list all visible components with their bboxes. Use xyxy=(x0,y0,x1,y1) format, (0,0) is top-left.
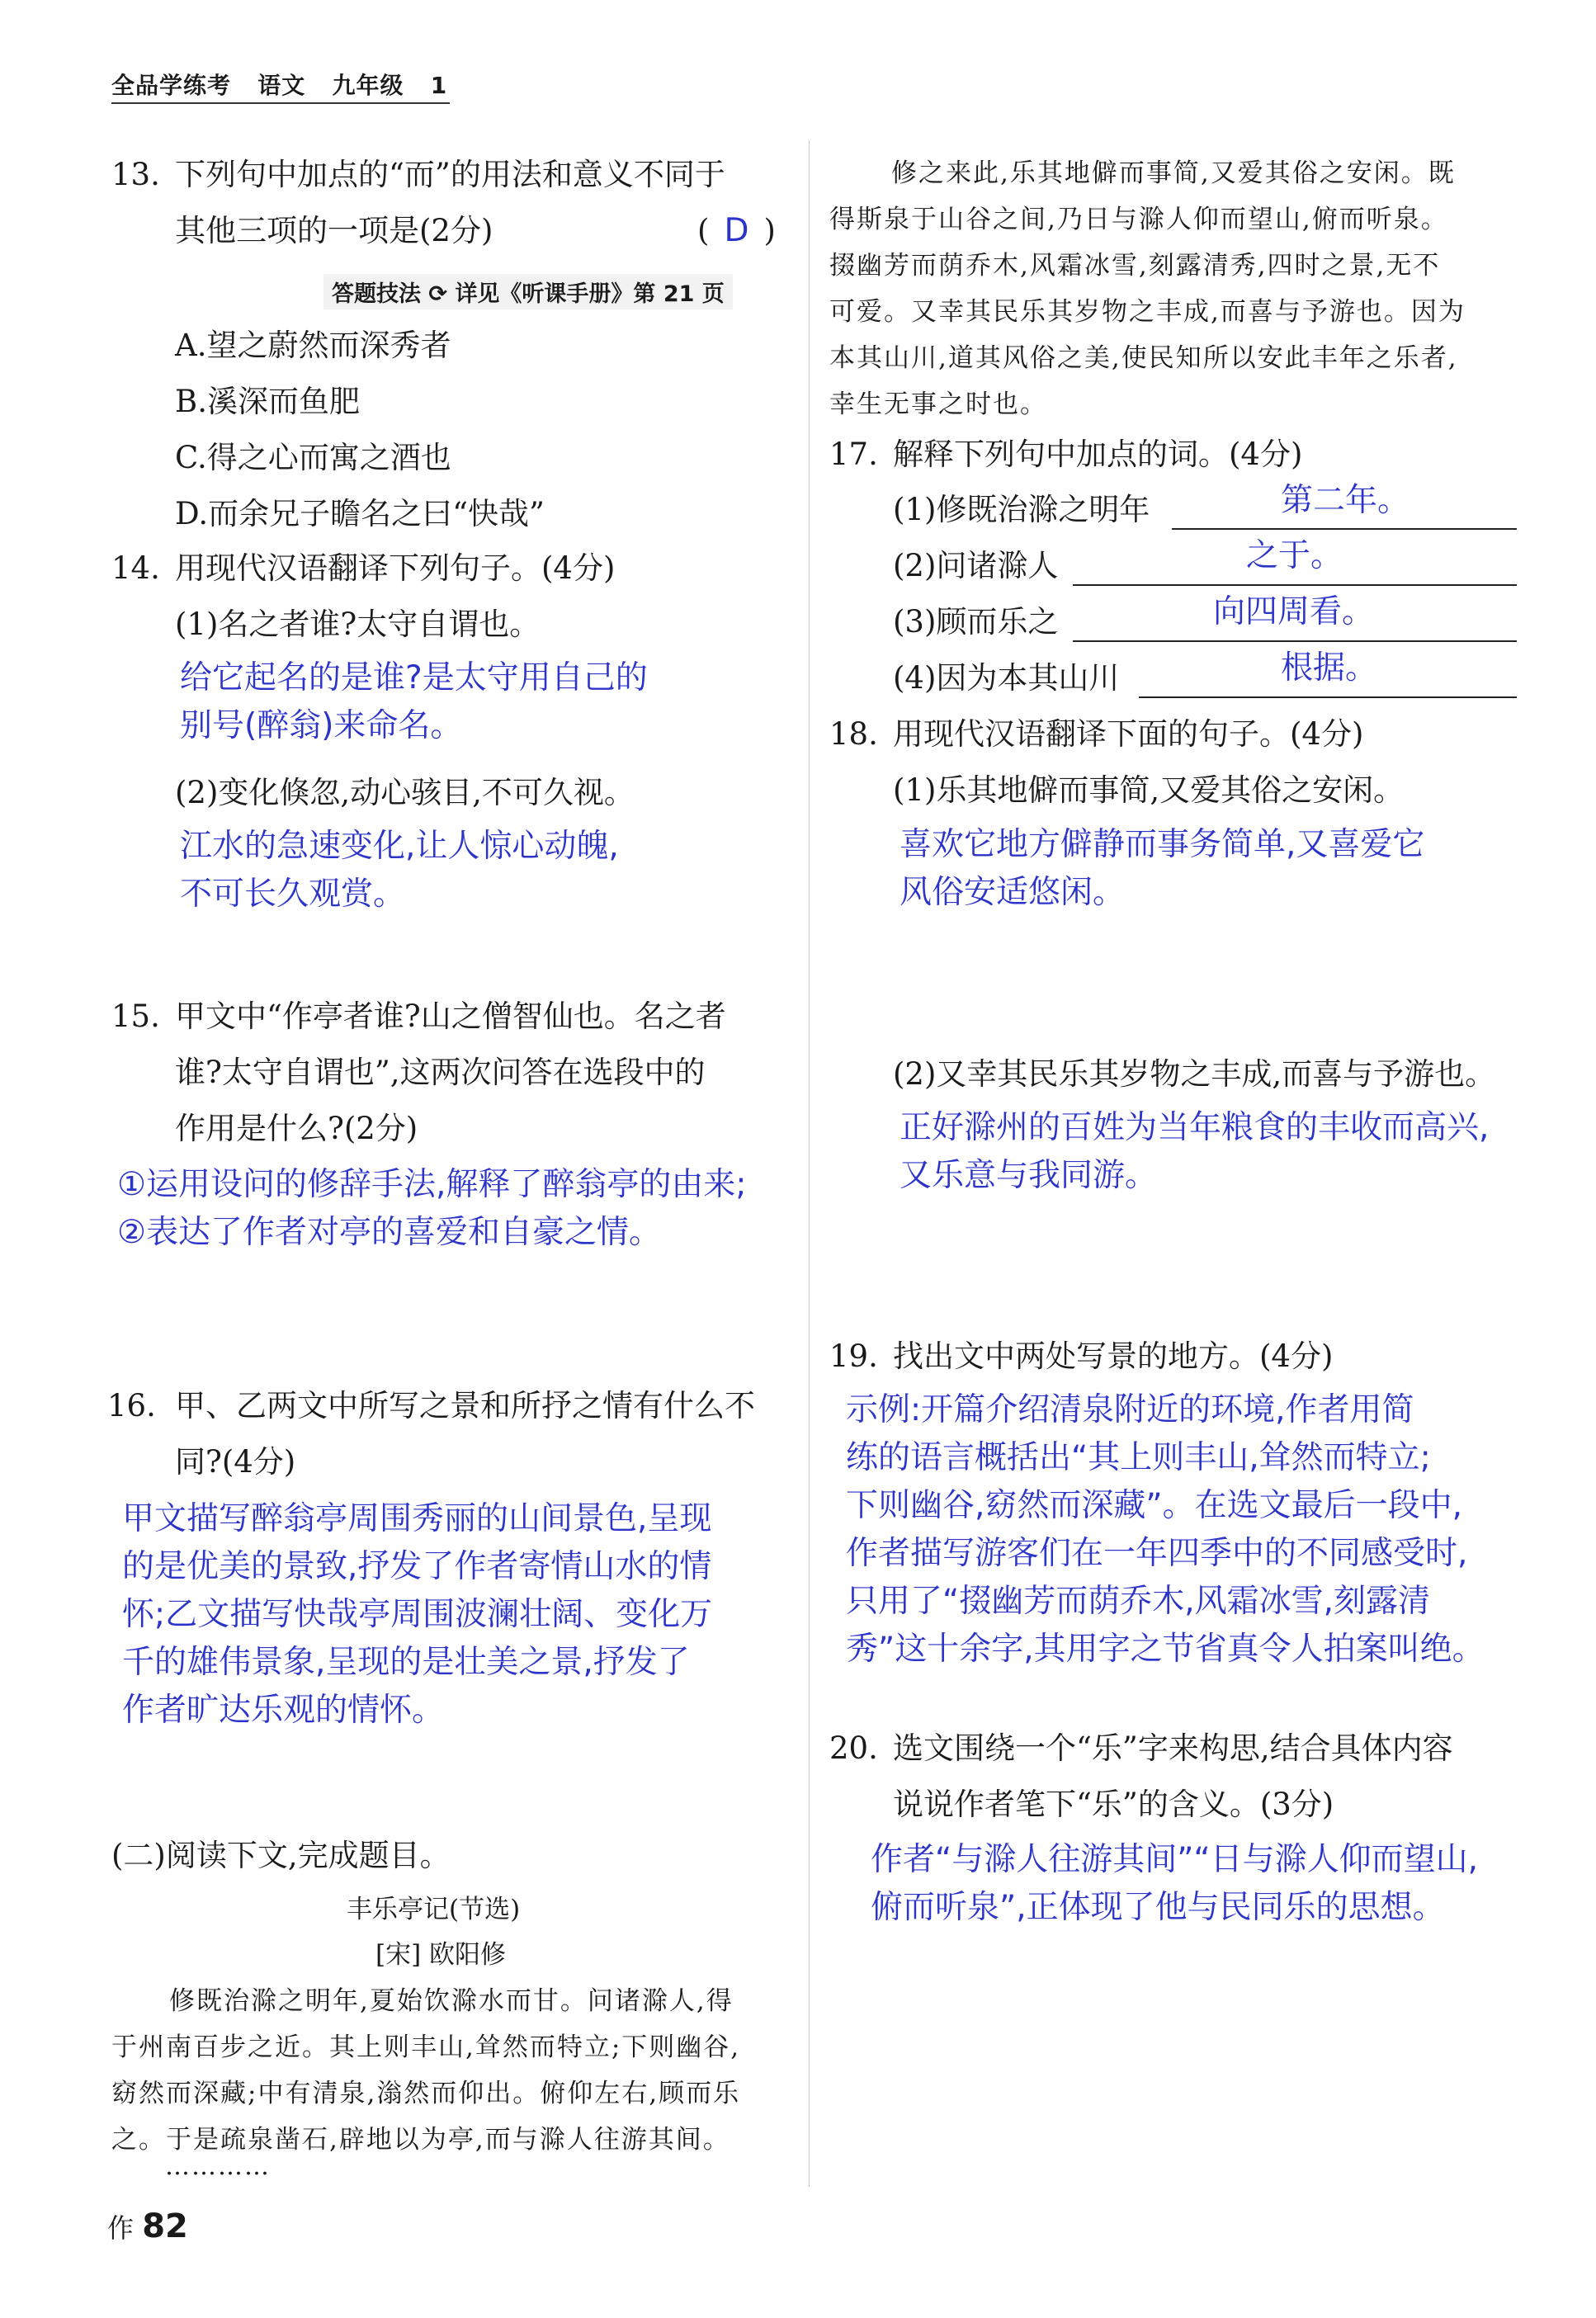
q19-answer-line3: 下则幽谷,窈然而深藏”。在选文最后一段中, xyxy=(846,1487,1462,1524)
q18-sentence2: (2)又幸其民乐其岁物之丰成,而喜与予游也。 xyxy=(893,1056,1496,1092)
q16-answer-line1: 甲文描写醉翁亭周围秀丽的山间景色,呈现 xyxy=(122,1500,712,1537)
q19-answer-line4: 作者描写游客们在一年四季中的不同感受时, xyxy=(846,1535,1468,1572)
passage-left-line1: 修既治滁之明年,夏始饮滁水而甘。问诸滁人,得 xyxy=(169,1986,734,2016)
q17-answer3: 向四周看。 xyxy=(1213,593,1375,630)
passage-left-line3: 窈然而深藏;中有清泉,滃然而仰出。俯仰左右,顾而乐 xyxy=(111,2079,741,2108)
q13-line2: 其他三项的一项是(2分) xyxy=(175,213,493,248)
passage-right-line2: 得斯泉于山谷之间,乃日与滁人仰而望山,俯而听泉。 xyxy=(829,205,1448,234)
passage-left-line4: 之。于是疏泉凿石,辟地以为亭,而与滁人往游其间。 xyxy=(111,2125,730,2155)
q13-line1: 下列句中加点的“而”的用法和意义不同于 xyxy=(175,157,725,192)
q17-item4: (4)因为本其山川 xyxy=(893,660,1120,696)
q14-answer1-line1: 给它起名的是谁?是太守用自己的 xyxy=(180,659,648,696)
q15-answer-line1: ①运用设问的修辞手法,解释了醉翁亭的由来; xyxy=(117,1166,747,1203)
book-title: 全品学练考 xyxy=(111,72,232,99)
passage-author: [宋] 欧阳修 xyxy=(375,1940,507,1970)
q17-number: 17. xyxy=(829,437,878,472)
q16-answer-line4: 千的雄伟景象,呈现的是壮美之景,抒发了 xyxy=(122,1644,690,1681)
q16-line2: 同?(4分) xyxy=(175,1444,296,1480)
passage-right-line5: 本其山川,道其风俗之美,使民知所以安此丰年之乐者, xyxy=(829,343,1458,373)
passage-right-line3: 掇幽芳而荫乔木,风霜冰雪,刻露清秀,四时之景,无不 xyxy=(829,251,1441,281)
q14-answer1-line2: 别号(醉翁)来命名。 xyxy=(180,707,463,744)
grade: 九年级 xyxy=(332,72,404,99)
q15-number: 15. xyxy=(111,998,160,1034)
q17-blank4 xyxy=(1139,696,1517,698)
q17-blank3 xyxy=(1073,640,1517,642)
subject: 语文 xyxy=(257,72,306,99)
tip-label: 答题技法 xyxy=(332,281,421,307)
q14-number: 14. xyxy=(111,550,160,586)
q13-answer: D xyxy=(724,212,749,249)
q18-stem: 用现代汉语翻译下面的句子。(4分) xyxy=(893,716,1364,752)
q18-number: 18. xyxy=(829,716,878,752)
q13-answer-bracket: ( D ) xyxy=(697,212,776,249)
q18-answer1-line1: 喜欢它地方僻静而事务简单,又喜爱它 xyxy=(900,826,1425,863)
tip-box xyxy=(323,274,733,309)
q17-blank1 xyxy=(1172,528,1517,530)
q19-answer-line5: 只用了“掇幽芳而荫乔木,风霜冰雪,刻露清 xyxy=(846,1583,1430,1620)
q20-line2: 说说作者笔下“乐”的含义。(3分) xyxy=(893,1787,1334,1822)
q17-item3: (3)顾而乐之 xyxy=(893,604,1059,640)
q18-answer2-line1: 正好滁州的百姓为当年粮食的丰收而高兴, xyxy=(900,1109,1490,1146)
q17-item2: (2)问诸滁人 xyxy=(893,548,1059,583)
q16-answer-line3: 怀;乙文描写快哉亭周围波澜壮阔、变化万 xyxy=(122,1596,713,1633)
q20-answer-line2: 俯而听泉”,正体现了他与民同乐的思想。 xyxy=(871,1889,1445,1926)
q17-item1: (1)修既治滁之明年 xyxy=(893,492,1150,527)
refresh-icon: ⟳ xyxy=(428,281,456,307)
q20-number: 20. xyxy=(829,1730,878,1766)
q15-line3: 作用是什么?(2分) xyxy=(175,1111,418,1146)
q19-stem: 找出文中两处写景的地方。(4分) xyxy=(893,1338,1334,1374)
q19-answer-line1: 示例:开篇介绍清泉附近的环境,作者用简 xyxy=(846,1391,1414,1428)
q20-answer-line1: 作者“与滁人往游其间”“日与滁人仰而望山, xyxy=(871,1841,1479,1878)
tip-text: 详见《听课手册》第 21 页 xyxy=(455,281,725,307)
q17-blank2 xyxy=(1073,584,1517,586)
q19-answer-line6: 秀”这十余字,其用字之节省真令人拍案叫绝。 xyxy=(846,1631,1485,1668)
q17-answer4: 根据。 xyxy=(1281,649,1378,687)
q15-line2: 谁?太守自谓也”,这两次问答在选段中的 xyxy=(175,1055,706,1090)
q13-option-b: B.溪深而鱼肥 xyxy=(175,384,360,419)
q17-answer2: 之于。 xyxy=(1246,537,1343,574)
q15-answer-line2: ②表达了作者对亭的喜爱和自豪之情。 xyxy=(117,1214,661,1251)
q17-answer1: 第二年。 xyxy=(1281,482,1410,519)
q13-option-c: C.得之心而寓之酒也 xyxy=(175,440,451,475)
q13-option-d: D.而余兄子瞻名之曰“快哉” xyxy=(175,496,545,531)
q16-number: 16. xyxy=(107,1388,156,1423)
q13-option-a: A.望之蔚然而深秀者 xyxy=(175,328,451,363)
q18-sentence1: (1)乐其地僻而事简,又爱其俗之安闲。 xyxy=(893,772,1405,808)
column-divider xyxy=(809,140,810,2187)
q18-answer1-line2: 风俗安适悠闲。 xyxy=(900,874,1126,911)
passage-right-line1: 修之来此,乐其地僻而事简,又爱其俗之安闲。既 xyxy=(891,158,1456,188)
book-header xyxy=(111,68,447,101)
q14-answer2-line1: 江水的急速变化,让人惊心动魄, xyxy=(180,828,619,865)
passage-intro: (二)阅读下文,完成题目。 xyxy=(111,1838,451,1873)
q16-line1: 甲、乙两文中所写之景和所抒之情有什么不 xyxy=(175,1388,755,1423)
passage-left-line2: 于州南百步之近。其上则丰山,耸然而特立;下则幽谷, xyxy=(111,2032,741,2062)
q15-line1: 甲文中“作亭者谁?山之僧智仙也。名之者 xyxy=(175,998,726,1034)
q14-sentence2: (2)变化倏忽,动心骇目,不可久视。 xyxy=(175,775,635,810)
passage-right-line6: 幸生无事之时也。 xyxy=(829,389,1047,419)
passage-right-line4: 可爱。又幸其民乐其岁物之丰成,而喜与予游也。因为 xyxy=(829,297,1466,327)
q17-stem: 解释下列句中加点的词。(4分) xyxy=(893,437,1303,472)
volume: 1 xyxy=(430,72,448,99)
q18-answer2-line2: 又乐意与我同游。 xyxy=(900,1157,1158,1194)
q16-answer-line5: 作者旷达乐观的情怀。 xyxy=(122,1692,445,1729)
header-rule xyxy=(111,102,450,104)
q19-number: 19. xyxy=(829,1338,878,1374)
q16-answer-line2: 的是优美的景致,抒发了作者寄情山水的情 xyxy=(122,1548,712,1585)
page-number: 82 xyxy=(142,2207,188,2245)
footer-prefix: 作 xyxy=(107,2212,135,2244)
page-footer xyxy=(107,2207,188,2245)
q13-number: 13. xyxy=(111,157,160,192)
q20-line1: 选文围绕一个“乐”字来构思,结合具体内容 xyxy=(893,1730,1453,1766)
q14-sentence1: (1)名之者谁?太守自谓也。 xyxy=(175,607,541,642)
q14-stem: 用现代汉语翻译下列句子。(4分) xyxy=(175,550,616,586)
q19-answer-line2: 练的语言概括出“其上则丰山,耸然而特立; xyxy=(846,1439,1431,1476)
ellipsis: ………… xyxy=(165,2152,271,2181)
q14-answer2-line2: 不可长久观赏。 xyxy=(180,876,406,913)
passage-title: 丰乐亭记(节选) xyxy=(347,1895,521,1924)
